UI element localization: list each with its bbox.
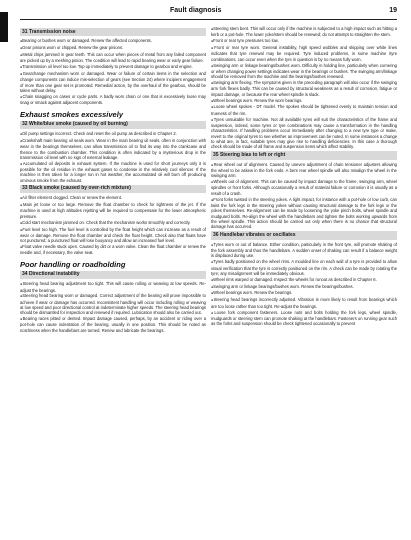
bullet-paragraph: ● Wheel bearings worn. Renew the bearings. (211, 290, 397, 296)
bullet-paragraph: ● Gearchange mechanism worn or damaged. Wear or failure of certain items in the selection and change components can induce mis-selection of gears (see Section 24) where incipient engagement of more than one gear set is promoted. Remedial action, by the overhaul of the gearbox, should be taken without delay. (20, 71, 206, 93)
bullet-paragraph: ● Wheels out of alignment. This can be caused by impact damage to the frame, swinging arm, wheel spindles or front forks. Although occasionally a result of material failure or corrosion it is usually as a result of a crash. (211, 179, 397, 196)
bullet-paragraph: ● Wheel bearings worn. Renew the worn bearings. (211, 98, 397, 104)
bullet-paragraph: ● Float valve needle stuck open. Caused by dirt or a worn valve. Clean the float chamber or renew the needle and, if necessary, the valve seat. (20, 244, 206, 256)
bullet-paragraph: ● Steering stem bent. This will occur only if the machine is subjected to a high impact such as hitting a kerb or a pot-hole. The lower yoke/stem should be renewed; do not attempt to straighten the stem. (211, 26, 397, 38)
chapter-tab-marker (0, 12, 8, 42)
chapter-heading: Exhaust smokes excessively (20, 109, 123, 119)
bullet-paragraph: ● Accumulated oil deposits in exhaust system. If the machine is used for short journeys only it is possible for the oil residue in the exhaust gases to condense in the relatively cool silencer. If the machine is then taken for a longer run in hot weather, the accumulated oil will burn off producing ominous smoke from the exhaust. (20, 161, 206, 183)
section-heading: 32 White/blue smoke (caused by oil burning) (20, 121, 206, 129)
bullet-paragraph: ● Steering head bearings incorrectly adjusted. Vibration is more likely to result from bearings which are too loose rather than too tight. Re-adjust the bearings. (211, 297, 397, 309)
bullet-paragraph: ● Swinging arm flexing. The symptoms given in the preceding paragraph will also occur if the swinging arm fork flexes badly. This can be caused by structural weakness as a result of corrosion, fatigue or impact damage, or because the rear wheel spindle is slack. (211, 80, 397, 97)
bullet-paragraph: ● Front forks twisted in the steering yokes. A light impact, for instance with a pot-hole or low curb, can twist the fork legs in the steering yokes without causing structural damage to the fork legs or the yokes themselves. Re-alignment can be made by loosening the yoke pinch bolts, wheel spindle and mudguard bolts. Re-align the wheel with the handlebars and tighten the bolts working upwards from the wheel spindle. This action should be carried out only when there is no chance that structural damage has occurred. (211, 197, 397, 230)
bullet-paragraph: ● Crankshaft main bearing oil seals worn. Wear in the main bearing oil seals, often in conjunction with wear in the bearings themselves, can allow transmission oil to find its way into the crankcase and thence to the combustion chamber. This condition is often indicated by a mysterious drop in the transmission oil level with no sign of external leakage. (20, 138, 206, 160)
bullet-paragraph: ● Main jet loose or too large. Remove the float chamber to check for tightness of the jet. If the machine is used at high altitudes rejetting will be required to compensate for the lower atmospheric pressure. (20, 202, 206, 219)
header-rule (20, 19, 397, 20)
right-column (211, 26, 397, 327)
bullet-paragraph: ● Oil pump settings incorrect. Check and reset the oil pump as described in Chapter 2. (20, 131, 206, 137)
bullet-paragraph: ● Cold start mechanism jammed on. Check that the mechanism works smoothly and correctly. (20, 220, 206, 226)
chapter-heading: Poor handling or roadholding (20, 259, 126, 269)
section-heading: 33 Black smoke (caused by over-rich mixture) (20, 185, 206, 193)
bullet-paragraph: ● Swinging arm or linkage bearings/bushes worn. Renew the bearings/bushes. (211, 284, 397, 290)
bullet-paragraph: ● Tyres badly positioned on the wheel rims. A moulded line on each wall of a tyre is provided to allow visual verification that the tyre is correctly positioned on the rim. A check can be made by rotating the tyre; any misalignment will be immediately obvious. (211, 259, 397, 276)
bullet-paragraph: ● Chain snagging on cases or cycle parts. A badly worn chain or one that is excessively loose may snag or smack against adjacent components. (20, 94, 206, 106)
bullet-paragraph: ● Swinging arm or linkage bearings/bushes worn. Difficulty in holding line, particularly when cornering or when changing power settings indicates wear in the bearings or bushes. The swinging arm/linkage should be removed from the machine and the bearings/bushes renewed. (211, 63, 397, 80)
bullet-paragraph: ● Metal chips jammed in gear teeth. This can occur when pieces of metal from any failed component are picked up by a meshing pinion. The condition will lead to rapid bearing wear or early gear failure. (20, 52, 206, 64)
section-heading: 35 Steering bias to left or right (211, 151, 397, 159)
section-heading: 34 Directional instability (20, 271, 206, 279)
bullet-paragraph: ● Rear wheel out of alignment. Caused by uneven adjustment of chain tensioner adjusters allowing the wheel to be askew in the fork ends. A bent rear wheel spindle will also misalign the wheel in the swinging arm. (211, 162, 397, 179)
bullet-paragraph: ● Loose wheel spokes - DT model. The spokes should be tightened evenly to maintain tension and trueness of the rim. (211, 104, 397, 116)
section-heading: 31 Transmission noise (20, 28, 206, 36)
bullet-paragraph: ● Tyres unsuitable for machine. Not all available tyres will suit the characteristics of the frame and suspension, indeed, some tyres or tyre combinations may cause a transformation in the handling characteristics. If handling problems occur immediately after changing to a new tyre type or make, revert to the original tyres to see whether an improvement can be noted. In some instances a change to what are, in fact, suitable tyres may give rise to handling deficiencies. In this case a thorough check should be made of all frame and suspension items which affect stability. (211, 117, 397, 150)
bullet-paragraph: ● Loose fork component fasteners. Loose nuts and bolts holding the fork legs, wheel spindle, mudguards or steering stem can promote shaking at the handlebars. Fasteners on running gear such as the forks and suspension should be check tightened occasionally to prevent (211, 310, 397, 327)
bullet-paragraph: ● Front or rear tyre worn. General instability, high speed wobbles and skipping over white lines indicates that tyre renewal may be required. Tyre induced problems, in some machine /tyre combinations, can occur even when the tyre in question is by no means fully worn. (211, 45, 397, 62)
section-heading: 36 Handlebar vibrates or oscillates (211, 231, 397, 239)
bullet-paragraph: ● Air filter element clogged. Clean or renew the element. (20, 195, 206, 201)
bullet-paragraph: ● Steering head bearing worn or damaged. Correct adjustment of the bearing will prove impossible to achieve if wear or damage has occurred. Inconsistent handling will occur including rolling or weaving at low speed and poor directional control at indeterminate higher speeds. The steering head bearings should be dismantled for inspection and renewed if required. Lubrication should also be carried out. (20, 293, 206, 315)
page-header (20, 6, 397, 20)
bullet-paragraph: ● Gear pinions worn or chipped. Renew the gear pinions. (20, 45, 206, 51)
page-title: Fault diagnosis (170, 7, 222, 14)
bullet-paragraph: ● Bearing races pitted or dented. Impact damage caused, perhaps, by an accident or riding over a pot-hole can cause indentation of the bearing, usually in one position. This should be noted as notchiness when the handlebars are turned. Renew and lubricate the bearings. (20, 316, 206, 333)
left-column (20, 26, 206, 334)
bullet-paragraph: ● Tyres worn or out of balance. Either condition, particularly in the front tyre, will promote shaking of the fork assembly and thus the handlebars. A sudden onset of shaking can result if a balance weight is displaced during use. (211, 242, 397, 259)
bullet-paragraph: ● Front or rear tyre pressures too low. (211, 38, 397, 44)
bullet-paragraph: ● Fuel level too high. The fuel level is controlled by the float height which can increase as a result of wear or damage. Remove the float chamber and check the float height. Check also that floats have not punctured; a punctured float will lose buoyancy and allow an increased fuel level. (20, 227, 206, 244)
bullet-paragraph: ● Bearing or bushes worn or damaged. Renew the affected components. (20, 38, 206, 44)
page-number: 19 (389, 7, 397, 14)
bullet-paragraph: ● Steering head bearing adjustment too tight. This will cause rolling or weaving at low speeds. Re-adjust the bearings. (20, 281, 206, 293)
bullet-paragraph: ● Transmission oil level too low. Top up immediately to prevent damage to gearbox and engine. (20, 64, 206, 70)
bullet-paragraph: ● Wheel rims warped or damaged. Inspect the wheels for runout as described in Chapter 6. (211, 277, 397, 283)
